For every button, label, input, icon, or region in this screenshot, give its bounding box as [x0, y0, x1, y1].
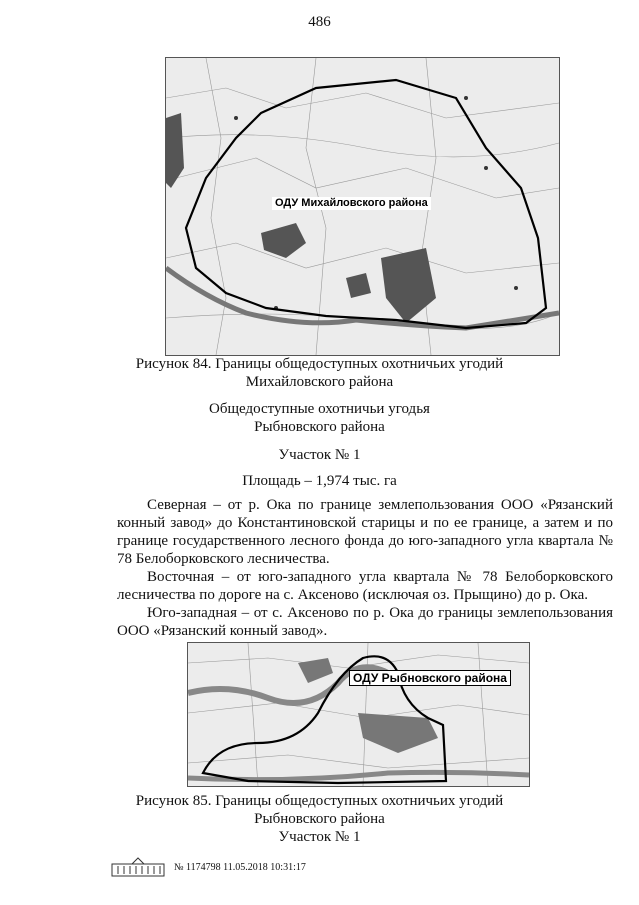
- map-rybnovsky-district: [187, 642, 530, 787]
- paragraph-north-border: Северная – от р. Ока по границе землепользования ООО «Рязанский конный завод» до Константиновской старицы и по ее границе, а затем и по границе государственного лесного фонда до юго-западного угла квартала № 78 Белоборковского лесничества.: [117, 497, 613, 567]
- figure85-caption-line2: Рыбновского района: [254, 811, 385, 827]
- government-building-logo-icon: [110, 856, 166, 878]
- section-title-line2: Рыбновского района: [254, 419, 385, 435]
- figure84-caption-line2: Михайловского района: [245, 374, 394, 390]
- map-rybnovsky-graphic: [188, 643, 529, 786]
- figure84-caption-line1: Рисунок 84. Границы общедоступных охотничьих угодий: [135, 356, 504, 372]
- map-label-rybnovsky: ОДУ Рыбновского района: [349, 670, 511, 686]
- paragraph-southwest-border: Юго-западная – от с. Аксеново по р. Ока до границы землепользования ООО «Рязанский конный завод».: [117, 605, 613, 639]
- plot-heading: Участок № 1: [278, 447, 361, 463]
- footer: [110, 856, 306, 878]
- area-line: Площадь – 1,974 тыс. га: [242, 473, 397, 489]
- paragraph-east-border: Восточная – от юго-западного угла квартала № 78 Белоборковского лесничества по дороге на с. Аксеново (исключая оз. Прыщино) до р. Ока.: [117, 569, 613, 603]
- figure85-caption-line1: Рисунок 85. Границы общедоступных охотничьих угодий: [135, 793, 504, 809]
- map-label-mikhailovsky: ОДУ Михайловского района: [272, 197, 431, 210]
- map-mikhailovsky-district: [165, 57, 560, 356]
- page-number: 486: [308, 14, 331, 30]
- section-title-line1: Общедоступные охотничьи угодья: [209, 401, 430, 417]
- figure85-caption-line3: Участок № 1: [278, 829, 361, 845]
- document-registration-number: № 1174798 11.05.2018 10:31:17: [174, 861, 306, 873]
